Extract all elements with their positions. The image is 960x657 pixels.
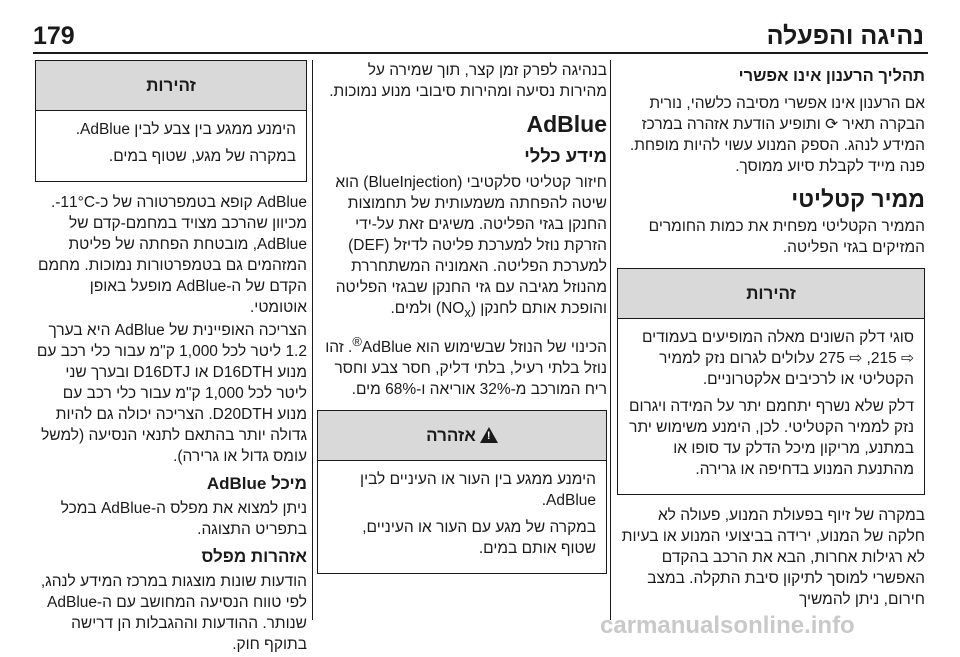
heading-catalytic-converter: ממיר קטליטי xyxy=(791,186,925,212)
caution-body xyxy=(618,319,924,494)
section-title: נהיגה והפעלה xyxy=(766,22,924,50)
paragraph: הודעות שונות מוצגות במרכז המידע לנהג, לפי טווח הנסיעה המחושב עם ה-AdBlue שנותר. ההודעות וההגבלות הן דרישה בתוקף חוק. xyxy=(40,573,307,653)
header-rule xyxy=(33,52,928,54)
caution-text: הימנע ממגע בין צבע לבין AdBlue. xyxy=(75,121,296,138)
caution-box xyxy=(617,268,925,495)
heading-level-warnings: אזהרות מפלס xyxy=(201,547,307,566)
superscript: ® xyxy=(352,334,362,350)
warning-body xyxy=(318,461,606,573)
caution-text: דלק שלא נשרף יתחמם יתר על המידה ויגרום נזק לממיר הקטליטי. לכן, הימנע משימוש יתר במתנע, מריקון מיכל הדלק עד סופו או מהתנעת המנוע בדחיפה או גרירה. xyxy=(628,398,914,478)
column-right xyxy=(617,60,925,612)
paragraph: הצריכה האופיינית של AdBlue היא בערך 1.2 ליטר לכל 1,000 ק"מ עבור כלי רכב עם מנוע D16DTH או D16DTJ ובערך שני ליטר לכל 1,000 ק"מ עבור כלי רכב עם מנוע D20DTH. הצריכה יכולה גם להיות גדולה יותר בהתאם לתנאי הנסיעה (למשל עומס גדול או גרירה). xyxy=(36,322,307,465)
page-header xyxy=(0,0,960,56)
text-run: ) ולמים. xyxy=(390,300,442,317)
warning-text: הימנע ממגע בין העור או העיניים לבין AdBlue. xyxy=(360,471,596,510)
paragraph: ניתן למצוא את מפלס ה-AdBlue במכל בתפריט התצוגה. xyxy=(60,500,307,538)
paragraph: הממיר הקטליטי מפחית את כמות החומרים המזיקים בגזי הפליטה. xyxy=(648,218,925,256)
paragraph: בנהיגה לפרק זמן קצר, תוך שמירה על מהירות נסיעה ומהירות סיבובי מנוע נמוכות. xyxy=(329,62,607,100)
caution-title: זהירות xyxy=(36,61,306,111)
caution-box xyxy=(35,60,307,182)
heading-regeneration-impossible: תהליך הרענון אינו אפשרי xyxy=(738,67,925,85)
paragraph: AdBlue קופא בטמפרטורה של כ-11°C-. מכיוון שהרכב מצויד במחמם-קדם של AdBlue, מובטחת הפחתה של פליטת המזהמים גם בטמפרטורות נמוכות. מחמם הקדם של ה-AdBlue מופעל באופן אוטומטי. xyxy=(38,194,307,316)
heading-adblue-tank: מיכל AdBlue xyxy=(206,474,307,493)
warning-box xyxy=(317,410,607,574)
warning-title xyxy=(318,411,606,461)
caution-text: סוגי דלק השונים מאלה המופיעים בעמודים ⇨ 215, ⇨ 275 עלולים לגרום נזק לממיר הקטליטי או לרכיבים אלקטרוניים. xyxy=(641,329,914,388)
text-run: הכינוי של הנוזל שבשימוש הוא AdBlue xyxy=(361,339,607,357)
column-divider xyxy=(610,60,611,620)
page-number: 179 xyxy=(33,22,75,50)
column-middle xyxy=(317,60,607,584)
heading-general-info: מידע כללי xyxy=(524,145,607,166)
warning-title-text: אזהרה xyxy=(426,426,476,446)
watermark: carmanualsonline.info xyxy=(600,612,855,639)
column-divider xyxy=(312,60,313,620)
text-run: . זהו נוזל בלתי רעיל, בלתי דליק, חסר צבע וחסר ריח המורכב מ-32% אוריאה ו-68% מים. xyxy=(325,339,607,399)
subscript: x xyxy=(464,305,471,321)
paragraph xyxy=(317,172,607,323)
column-left xyxy=(35,60,307,657)
paragraph xyxy=(317,331,607,400)
caution-title: זהירות xyxy=(618,269,924,319)
heading-adblue: AdBlue xyxy=(526,111,607,137)
paragraph: במקרה של זיוף בפעולת המנוע, פעולה לא חלקה של המנוע, ירידה בביצועי המנוע או בעיות לא רגילות אחרות, הבא את הרכב בהקדם האפשרי למוסך לתיקון סיבת התקלה. במצב חירום, ניתן להמשיך xyxy=(621,507,925,608)
caution-text: במקרה של מגע, שטוף במים. xyxy=(108,148,296,165)
text-run: חיזור קטליטי סלקטיבי (BlueInjection) הוא שיטה להפחתה משמעותית של תחמוצות החנקן בגזי הפליטה. משיגים זאת על-ידי הזרקת נוזל למערכת פליטה לדיזל (DEF) למערכת הפליטה. האמוניה המשתחררת מהנוזל מגיבה עם גזי החנקן שבגזי הפליטה והופכת אותם לחנקן (NO xyxy=(335,174,607,317)
warning-text: במקרה של מגע עם העור או העיניים, שטוף אותם במים. xyxy=(362,519,596,558)
warning-triangle-icon xyxy=(480,427,498,443)
paragraph: אם הרענון אינו אפשרי מסיבה כלשהי, נורית הבקרה תאיר ⟳ ותופיע הודעת אזהרה במרכז המידע לנהג. הספק המנוע עשוי להיות מופחת. פנה מייד לקבלת סיוע ממוסך. xyxy=(629,95,925,175)
caution-body xyxy=(36,111,306,181)
